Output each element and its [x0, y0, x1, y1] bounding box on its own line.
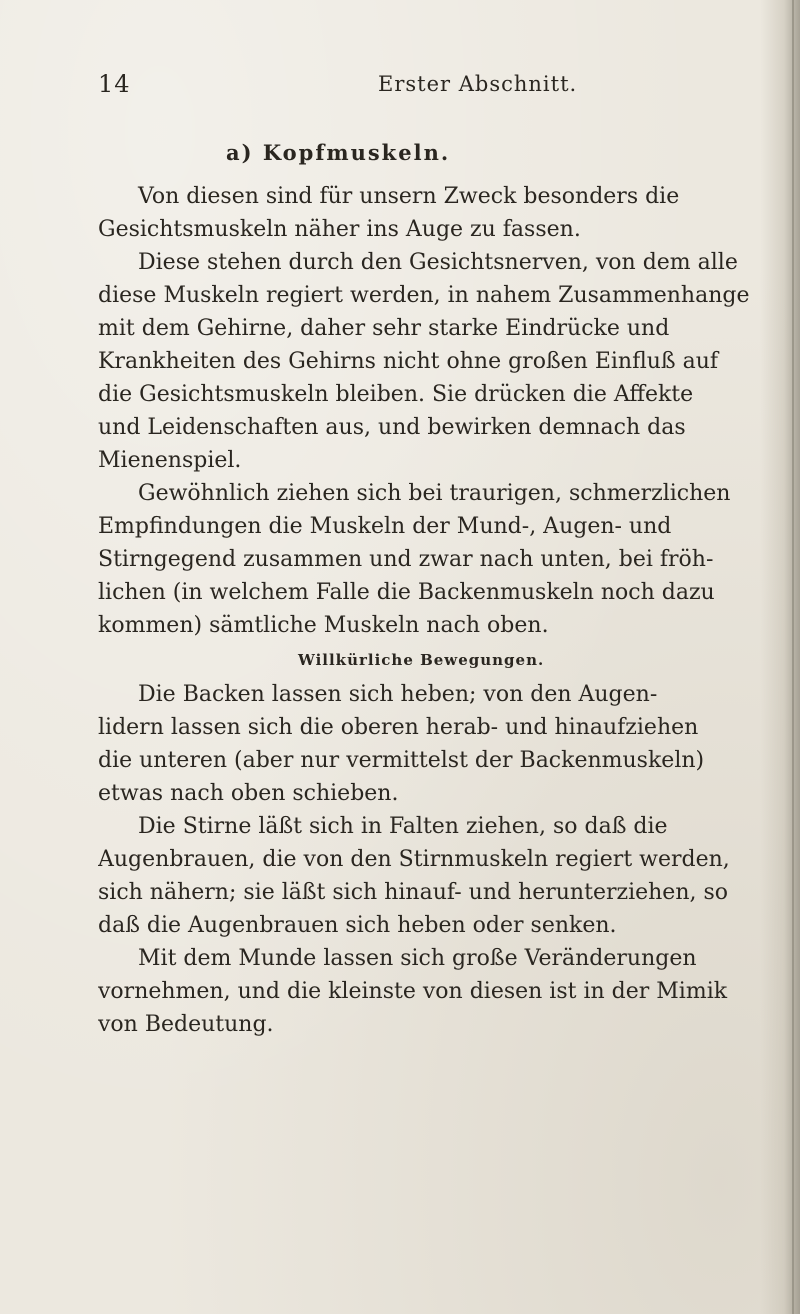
text-line: Augenbrauen, die von den Stirnmuskeln regiert werden, — [98, 847, 730, 872]
text-line: Mit dem Munde lassen sich große Veränderungen — [138, 946, 697, 971]
page-number: 14 — [98, 70, 131, 98]
subheading: Willkürliche Bewegungen. — [298, 651, 545, 669]
page-edge-shadow — [760, 0, 800, 1314]
text-line: die unteren (aber nur vermittelst der Backenmuskeln) — [98, 748, 705, 773]
text-line: kommen) sämtliche Muskeln nach oben. — [98, 613, 549, 638]
text-line: und Leidenschaften aus, und bewirken demnach das — [98, 415, 686, 440]
running-head: Erster Abschnitt. — [378, 72, 578, 96]
paragraph-2 — [98, 477, 758, 642]
text-line: von Bedeutung. — [98, 1012, 274, 1037]
body-text — [98, 180, 758, 1041]
text-line: lidern lassen sich die oberen herab- und hinaufziehen — [98, 715, 699, 740]
text-line: Stirngegend zusammen und zwar nach unten, bei fröh- — [98, 547, 714, 572]
text-line: die Gesichtsmuskeln bleiben. Sie drücken die Affekte — [98, 382, 694, 407]
text-line: mit dem Gehirne, daher sehr starke Eindrücke und — [98, 316, 670, 341]
text-line: Die Stirne läßt sich in Falten ziehen, so daß die — [138, 814, 668, 839]
text-line: Krankheiten des Gehirns nicht ohne großen Einfluß auf — [98, 349, 719, 374]
page-header — [98, 70, 738, 110]
text-line: Gesichtsmuskeln näher ins Auge zu fassen. — [98, 217, 581, 242]
text-line: Diese stehen durch den Gesichtsnerven, von dem alle — [138, 250, 738, 275]
text-line: Empfindungen die Muskeln der Mund-, Augen- und — [98, 514, 672, 539]
paragraph-5 — [98, 942, 758, 1041]
paragraph-3 — [98, 678, 758, 810]
text-line: Mienenspiel. — [98, 448, 242, 473]
paragraph-1 — [98, 180, 758, 477]
text-line: Die Backen lassen sich heben; von den Augen- — [138, 682, 658, 707]
text-line: vornehmen, und die kleinste von diesen ist in der Mimik — [98, 979, 728, 1004]
text-line: Gewöhnlich ziehen sich bei traurigen, schmerzlichen — [138, 481, 731, 506]
text-line: lichen (in welchem Falle die Backenmuskeln noch dazu — [98, 580, 715, 605]
page-edge-line — [792, 0, 794, 1314]
section-title: a) Kopfmuskeln. — [226, 140, 451, 165]
text-line: diese Muskeln regiert werden, in nahem Zusammenhange — [98, 283, 750, 308]
text-line: Von diesen sind für unsern Zweck besonders die — [138, 184, 680, 209]
text-line: etwas nach oben schieben. — [98, 781, 399, 806]
text-line: daß die Augenbrauen sich heben oder senken. — [98, 913, 617, 938]
text-line: sich nähern; sie läßt sich hinauf- und herunterziehen, so — [98, 880, 729, 905]
paragraph-4 — [98, 810, 758, 942]
